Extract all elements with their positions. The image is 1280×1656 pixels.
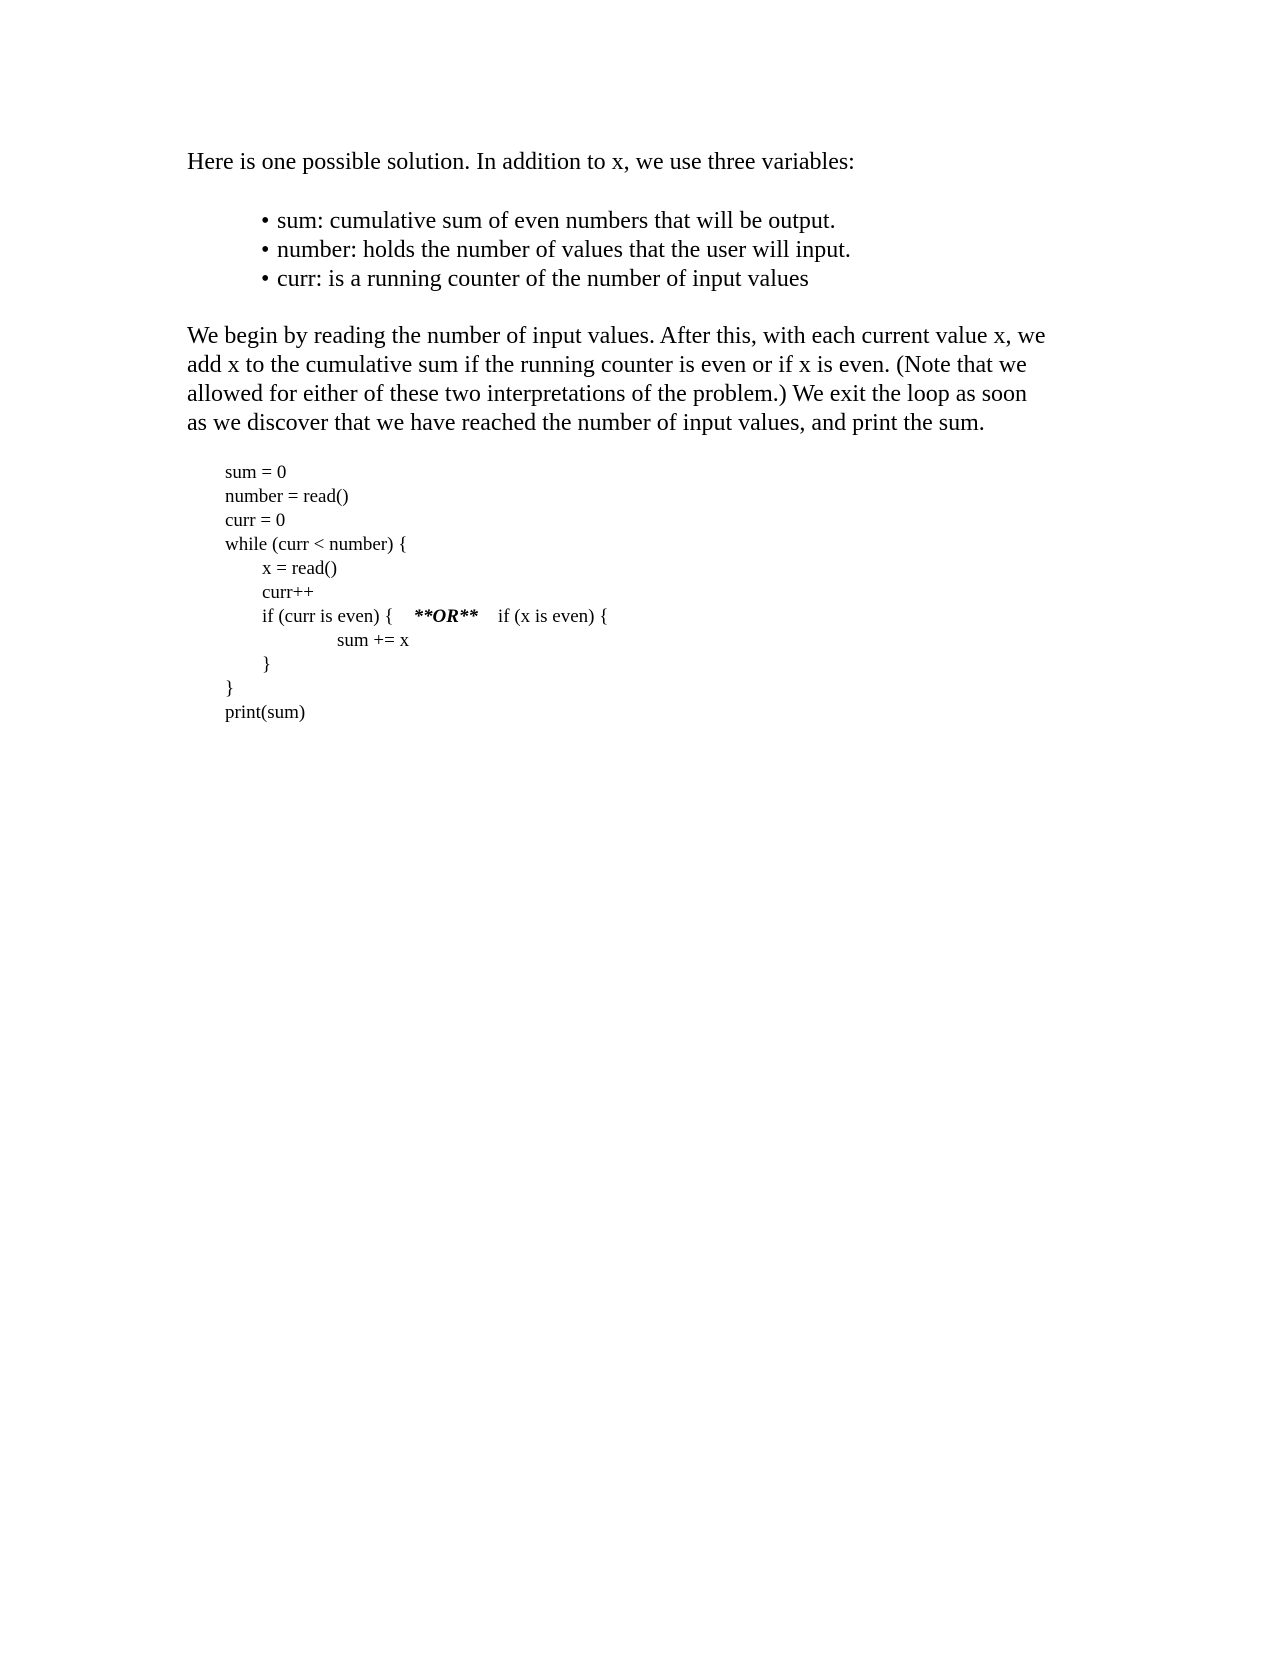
paragraph-line: We begin by reading the number of input values. After this, with each current value x, we — [187, 323, 1046, 349]
code-line-conditional — [225, 605, 608, 629]
code-line: x = read() — [262, 558, 338, 579]
code-line: } — [225, 678, 235, 699]
bullet-icon: • — [261, 208, 270, 234]
paragraph-line: add x to the cumulative sum if the running counter is even or if x is even. (Note that we — [187, 352, 1027, 378]
or-separator: **OR** — [413, 606, 478, 627]
code-line: number = read() — [225, 486, 349, 507]
code-line: curr++ — [262, 582, 315, 603]
explanation-paragraph — [187, 322, 1045, 438]
list-item — [261, 207, 851, 236]
condition-x-even: if (x is even) { — [497, 606, 609, 627]
code-line: sum += x — [337, 630, 410, 651]
variable-curr-text: curr: is a running counter of the number of input values — [277, 266, 809, 292]
paragraph-line: as we discover that we have reached the number of input values, and print the sum. — [187, 410, 985, 436]
code-line: sum = 0 — [225, 462, 287, 483]
intro-text: Here is one possible solution. In addition to x, we use three variables: — [187, 149, 855, 175]
code-line: print(sum) — [225, 702, 306, 723]
code-line: curr = 0 — [225, 510, 286, 531]
condition-curr-even: if (curr is even) { — [262, 606, 394, 627]
variable-list — [261, 207, 851, 294]
bullet-icon: • — [261, 237, 270, 263]
list-item — [261, 265, 851, 294]
paragraph-line: allowed for either of these two interpretations of the problem.) We exit the loop as soon — [187, 381, 1028, 407]
code-line: while (curr < number) { — [225, 534, 408, 555]
variable-sum-text: sum: cumulative sum of even numbers that will be output. — [277, 208, 836, 234]
bullet-icon: • — [261, 266, 270, 292]
list-item — [261, 236, 851, 265]
variable-number-text: number: holds the number of values that the user will input. — [277, 237, 851, 263]
code-line: } — [262, 654, 272, 675]
pseudocode-block — [225, 461, 608, 725]
